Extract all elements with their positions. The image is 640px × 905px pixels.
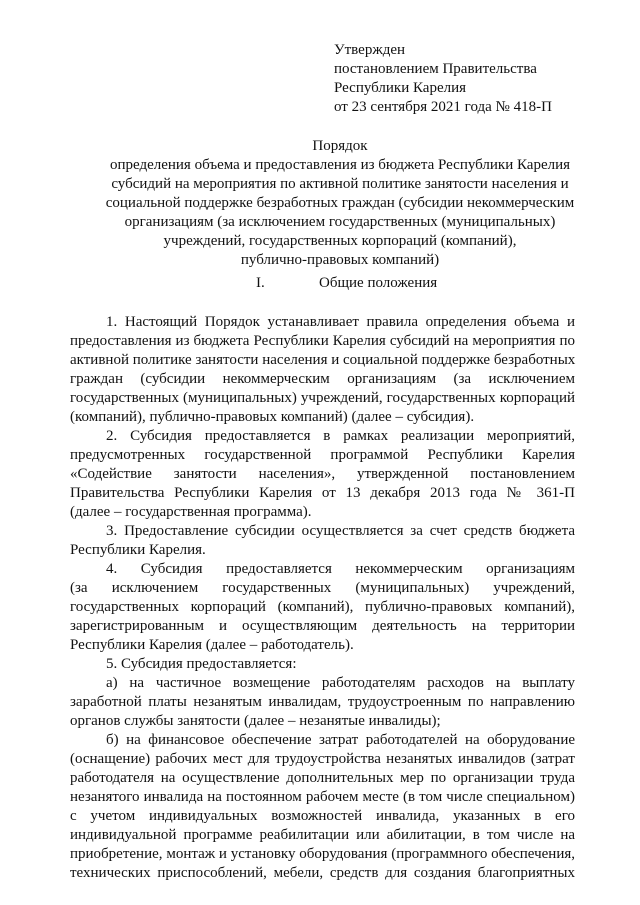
title-line: субсидий на мероприятия по активной политике занятости населения и: [111, 176, 569, 192]
approval-line: постановлением Правительства: [334, 61, 537, 77]
body-line: незанятого инвалида на постоянном рабочем месте (в том числе специальном): [70, 789, 575, 805]
document-title: [70, 137, 610, 270]
body-line: 1. Настоящий Порядок устанавливает правила определения объема и: [106, 314, 575, 330]
section-title: Общие положения: [319, 275, 438, 291]
approval-line: от 23 сентября 2021 года № 418-П: [334, 99, 552, 115]
body-line: 3. Предоставление субсидии осуществляется за счет средств бюджета: [106, 523, 575, 539]
body-line: Правительства Республики Карелия от 13 декабря 2013 года № 361-П: [70, 485, 575, 501]
title-line: определения объема и предоставления из бюджета Республики Карелия: [109, 157, 571, 173]
body-line: Республики Карелия.: [70, 542, 206, 558]
body-line: предусмотренных государственной программой Республики Карелия: [70, 447, 575, 463]
approval-stamp: [334, 41, 624, 117]
title-line: публично-правовых компаний): [240, 252, 440, 268]
section-heading: [70, 274, 610, 293]
body-line: зарегистрированным и осуществляющим деятельность на территории: [70, 618, 575, 634]
title-line: социальной поддержке безработных граждан (субсидии некоммерческим: [105, 195, 575, 211]
section-number: I.: [256, 275, 265, 291]
body-line: (за исключением государственных (муниципальных) учреждений,: [70, 580, 575, 596]
body-line: предоставления из бюджета Республики Карелия субсидий на мероприятия по: [70, 333, 575, 349]
body-line: 4. Субсидия предоставляется некоммерческим организациям: [106, 561, 575, 577]
body-line: активной политике занятости населения и социальной поддержке безработных: [70, 352, 576, 368]
title-line: Порядок: [312, 138, 368, 154]
body-line: с учетом индивидуальных возможностей инвалида, указанных в его: [70, 808, 575, 824]
body-line: (далее – государственная программа).: [70, 504, 312, 520]
body-line: 5. Субсидия предоставляется:: [106, 656, 297, 672]
body-line: приобретение, монтаж и установку оборудования (программного обеспечения,: [70, 846, 575, 862]
body-line: заработной платы незанятым инвалидам, трудоустроенным по направлению: [70, 694, 575, 710]
body-line: органов службы занятости (далее – незанятые инвалиды);: [70, 713, 441, 729]
body-line: государственных (муниципальных) учреждений, государственных корпораций: [70, 390, 575, 406]
body-line: «Содействие занятости населения», утвержденной постановлением: [70, 466, 575, 482]
body-line: а) на частичное возмещение работодателям расходов на выплату: [106, 675, 575, 691]
title-line: учреждений, государственных корпораций (компаний),: [163, 233, 517, 249]
body-line: государственных корпораций (компаний), публично-правовых компаний),: [70, 599, 575, 615]
approval-line: Республики Карелия: [334, 80, 467, 96]
body-line: граждан (субсидии некоммерческим организациям (за исключением: [70, 371, 575, 387]
body-line: работодателя на осуществление дополнительных мер по организации труда: [70, 770, 575, 786]
body-line: 2. Субсидия предоставляется в рамках реализации мероприятий,: [106, 428, 575, 444]
body-line: индивидуальной программе реабилитации или абилитации, в том числе на: [70, 827, 575, 843]
body-line: (компаний), публично-правовых компаний) (далее – субсидия).: [70, 409, 475, 425]
body-line: б) на финансовое обеспечение затрат работодателей на оборудование: [106, 732, 575, 748]
document-body: [70, 313, 575, 883]
body-line: (оснащение) рабочих мест для трудоустройства незанятых инвалидов (затрат: [70, 751, 575, 767]
title-line: организациям (за исключением государственных (муниципальных): [124, 214, 556, 230]
approval-line: Утвержден: [334, 42, 406, 58]
body-line: Республики Карелия (далее – работодатель).: [70, 637, 354, 653]
body-line: технических приспособлений, мебели, средств для создания благоприятных: [70, 865, 575, 881]
